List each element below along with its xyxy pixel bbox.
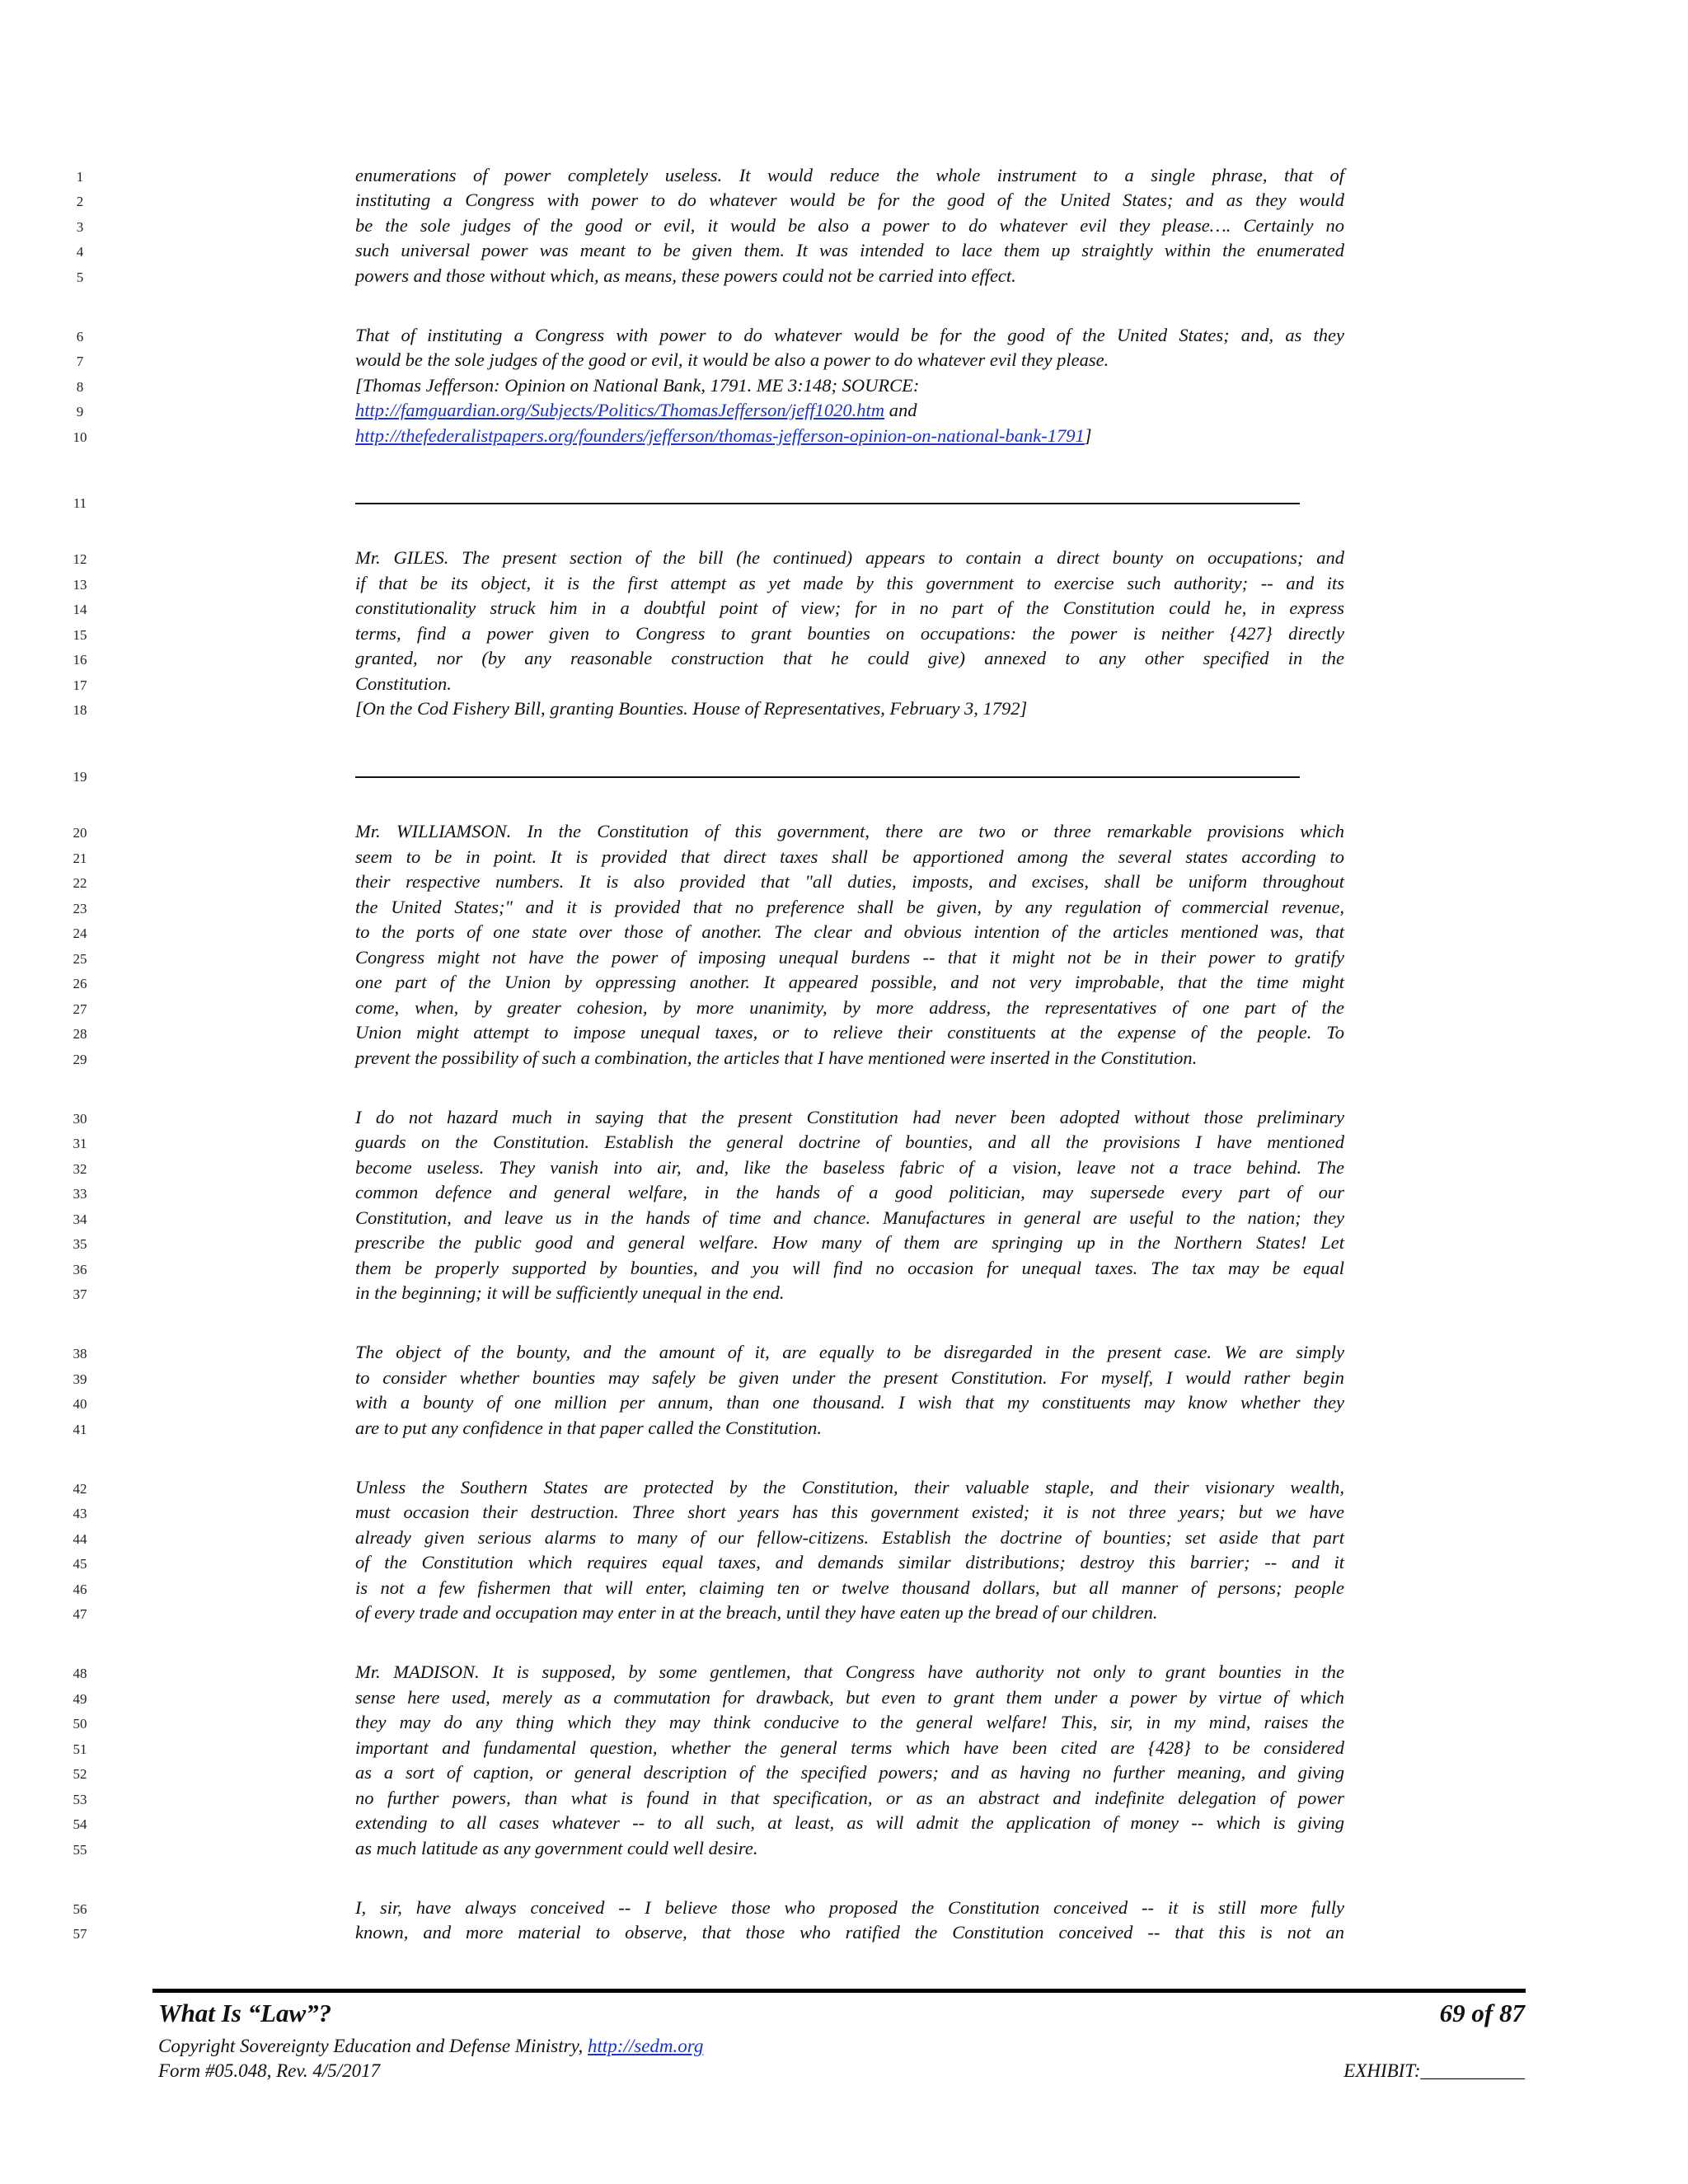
- line-number: 38: [73, 1346, 87, 1361]
- separator-rule: [355, 776, 1300, 778]
- line-number: 57: [73, 1926, 87, 1942]
- line-number: 56: [73, 1901, 87, 1917]
- text-line: guards on the Constitution. Establish the general doctrine of bounties, and all the provisions I have mentioned: [355, 1132, 1344, 1152]
- text-line: important and fundamental question, whether the general terms which have been cited are {428} to be considered: [355, 1737, 1344, 1758]
- text-line: no further powers, than what is found in that specification, or as an abstract and indefinite delegation of power: [355, 1788, 1344, 1808]
- line-number: 37: [73, 1286, 87, 1302]
- text-line: Mr. WILLIAMSON. In the Constitution of this government, there are two or three remarkable provisions which: [355, 821, 1344, 841]
- line-number: 52: [73, 1766, 87, 1782]
- text-line: their respective numbers. It is also provided that "all duties, imposts, and excises, shall be uniform throughout: [355, 871, 1344, 892]
- line-number: 25: [73, 951, 87, 967]
- source-line-suffix: and: [884, 400, 917, 420]
- text-line: granted, nor (by any reasonable construction that he could give) annexed to any other specified in the: [355, 648, 1344, 668]
- line-number: 55: [73, 1842, 87, 1858]
- line-number: 3: [76, 219, 84, 235]
- line-number: 49: [73, 1691, 87, 1707]
- line-number: 1: [76, 169, 84, 185]
- line-number: 54: [73, 1816, 87, 1832]
- line-number: 32: [73, 1161, 87, 1177]
- text-line: the United States;" and it is provided that no preference shall be given, by any regulation of commercial revenue,: [355, 897, 1344, 917]
- text-line: must occasion their destruction. Three short years has this government existed; it is not three years; but we have: [355, 1502, 1344, 1522]
- text-line: sense here used, merely as a commutation for drawback, but even to grant them under a power by virtue of which: [355, 1687, 1344, 1708]
- text-line: I, sir, have always conceived -- I believe those who proposed the Constitution conceived -- it is still more fully: [355, 1897, 1344, 1918]
- footer-title: What Is “Law”?: [158, 1999, 332, 2027]
- line-number: 20: [73, 825, 87, 841]
- text-line: Union might attempt to impose unequal taxes, or to relieve their constituents at the expense of the people. To: [355, 1022, 1344, 1043]
- text-line: they may do any thing which they may think conducive to the general welfare! This, sir, in my mind, raises the: [355, 1712, 1344, 1732]
- text-line: as a sort of caption, or general description of the specified powers; and as having no further meaning, and giving: [355, 1762, 1344, 1783]
- text-line: I do not hazard much in saying that the present Constitution had never been adopted without those preliminary: [355, 1107, 1344, 1127]
- line-number: 12: [73, 551, 87, 567]
- page-number: 69 of 87: [1439, 1999, 1525, 2027]
- text-line: Mr. GILES. The present section of the bill (he continued) appears to contain a direct bounty on occupations; and: [355, 547, 1344, 568]
- line-number: 26: [73, 976, 87, 991]
- text-line: That of instituting a Congress with power to do whatever would be for the good of the United States; and, as they: [355, 325, 1344, 345]
- line-number: 28: [73, 1026, 87, 1042]
- line-number: 35: [73, 1236, 87, 1252]
- line-number: 17: [73, 677, 87, 693]
- line-number: 6: [76, 329, 84, 344]
- line-number: 31: [73, 1136, 87, 1151]
- source-line-suffix: ]: [1084, 425, 1092, 446]
- line-number: 4: [76, 244, 84, 260]
- text-line: one part of the Union by oppressing another. It appeared possible, and not very improbable, that the time might: [355, 972, 1344, 992]
- text-line: terms, find a power given to Congress to grant bounties on occupations: the power is neither {427} directly: [355, 623, 1344, 644]
- line-number: 21: [73, 851, 87, 866]
- line-number: 13: [73, 577, 87, 593]
- line-number: 43: [73, 1506, 87, 1521]
- source-line: [355, 400, 1344, 421]
- line-number: 24: [73, 926, 87, 941]
- line-number: 2: [76, 194, 84, 209]
- text-line: extending to all cases whatever -- to all such, at least, as will admit the application of money -- which is giving: [355, 1812, 1344, 1833]
- source-link[interactable]: http://famguardian.org/Subjects/Politics/ThomasJefferson/jeff1020.htm: [355, 400, 885, 420]
- line-number: 30: [73, 1111, 87, 1127]
- text-line: already given serious alarms to many of our fellow-citizens. Establish the doctrine of bounties; set aside that part: [355, 1527, 1344, 1548]
- line-number: 40: [73, 1396, 87, 1412]
- line-number: 5: [76, 269, 84, 285]
- exhibit-label: EXHIBIT:___________: [1343, 2060, 1525, 2081]
- line-number: 10: [73, 429, 87, 445]
- line-number: 18: [73, 702, 87, 718]
- text-line: known, and more material to observe, that those who ratified the Constitution conceived -- that this is not an: [355, 1922, 1344, 1943]
- line-number: 29: [73, 1052, 87, 1067]
- text-line: with a bounty of one million per annum, than one thousand. I wish that my constituents may know whether they: [355, 1392, 1344, 1413]
- text-line: The object of the bounty, and the amount of it, are equally to be disregarded in the present case. We are simply: [355, 1342, 1344, 1362]
- line-number: 46: [73, 1582, 87, 1597]
- line-number: 41: [73, 1422, 87, 1437]
- line-number: 48: [73, 1666, 87, 1681]
- line-number: 15: [73, 627, 87, 643]
- line-number: 27: [73, 1001, 87, 1017]
- text-line: of the Constitution which requires equal taxes, and demands similar distributions; destroy this barrier; -- and it: [355, 1552, 1344, 1572]
- line-number: 51: [73, 1741, 87, 1757]
- source-link[interactable]: http://thefederalistpapers.org/founders/jefferson/thomas-jefferson-opinion-on-national-bank-1791: [355, 425, 1085, 446]
- text-line: prevent the possibility of such a combination, the articles that I have mentioned were inserted in the Constitution.: [355, 1047, 1198, 1068]
- text-line: [Thomas Jefferson: Opinion on National Bank, 1791. ME 3:148; SOURCE:: [355, 375, 920, 396]
- text-line: in the beginning; it will be sufficiently unequal in the end.: [355, 1282, 785, 1303]
- line-number: 47: [73, 1606, 87, 1622]
- text-line: Constitution.: [355, 673, 452, 694]
- text-line: to the ports of one state over those of another. The clear and obvious intention of the articles mentioned was, that: [355, 921, 1344, 942]
- text-line: Constitution, and leave us in the hands of time and chance. Manufactures in general are useful to the nation; they: [355, 1207, 1344, 1228]
- text-line: become useless. They vanish into air, and, like the baseless fabric of a vision, leave not a trace behind. The: [355, 1157, 1344, 1178]
- line-number: 50: [73, 1716, 87, 1732]
- text-line: prescribe the public good and general welfare. How many of them are springing up in the Northern States! Let: [355, 1232, 1344, 1253]
- text-line: common defence and general welfare, in the hands of a good politician, may supersede every part of our: [355, 1182, 1344, 1202]
- text-line: if that be its object, it is the first attempt as yet made by this government to exercise such authority; -- and its: [355, 573, 1344, 593]
- line-number: 22: [73, 875, 87, 891]
- text-line: of every trade and occupation may enter in at the breach, until they have eaten up the bread of our children.: [355, 1602, 1158, 1623]
- copyright-text: Copyright Sovereignty Education and Defense Ministry,: [158, 2036, 588, 2056]
- text-line: [On the Cod Fishery Bill, granting Bounties. House of Representatives, February 3, 1792]: [355, 698, 1028, 719]
- text-line: Unless the Southern States are protected by the Constitution, their valuable staple, and their visionary wealth,: [355, 1477, 1344, 1497]
- form-number: Form #05.048, Rev. 4/5/2017: [158, 2060, 381, 2081]
- text-line: come, when, by greater cohesion, by more unanimity, by more address, the representatives of one part of the: [355, 997, 1344, 1018]
- text-line: are to put any confidence in that paper called the Constitution.: [355, 1418, 822, 1438]
- line-number: 19: [73, 769, 87, 785]
- text-line: powers and those without which, as means, these powers could not be carried into effect.: [355, 265, 1016, 286]
- line-number: 42: [73, 1481, 87, 1497]
- line-number: 7: [76, 354, 84, 369]
- text-line: is not a few fishermen that will enter, claiming ten or twelve thousand dollars, but all manner of persons; people: [355, 1577, 1344, 1598]
- separator-rule: [355, 503, 1300, 504]
- line-number: 23: [73, 901, 87, 916]
- line-number: 36: [73, 1262, 87, 1277]
- source-line: [355, 425, 1344, 447]
- text-line: be the sole judges of the good or evil, it would be also a power to do whatever evil they please…. Certainly no: [355, 215, 1344, 236]
- line-number: 44: [73, 1531, 87, 1547]
- text-line: instituting a Congress with power to do whatever would be for the good of the United States; and as they would: [355, 190, 1344, 210]
- text-line: enumerations of power completely useless. It would reduce the whole instrument to a single phrase, that of: [355, 165, 1344, 185]
- line-number: 53: [73, 1792, 87, 1807]
- text-line: to consider whether bounties may safely be given under the present Constitution. For myself, I would rather begin: [355, 1367, 1344, 1388]
- line-number: 14: [73, 602, 87, 617]
- sedm-link[interactable]: http://sedm.org: [588, 2036, 704, 2056]
- line-number: 33: [73, 1186, 87, 1202]
- text-line: constitutionality struck him in a doubtful point of view; for in no part of the Constitution could he, in express: [355, 598, 1344, 618]
- footer-rule: [152, 1989, 1526, 1993]
- text-line: seem to be in point. It is provided that direct taxes shall be apportioned among the several states according to: [355, 846, 1344, 867]
- line-number: 9: [76, 404, 84, 419]
- text-line: as much latitude as any government could well desire.: [355, 1838, 758, 1858]
- line-number: 39: [73, 1371, 87, 1387]
- line-number: 8: [76, 379, 84, 395]
- text-line: such universal power was meant to be given them. It was intended to lace them up straightly within the enumerated: [355, 240, 1344, 260]
- line-number: 16: [73, 652, 87, 668]
- text-line: Mr. MADISON. It is supposed, by some gentlemen, that Congress have authority not only to grant bounties in the: [355, 1661, 1344, 1682]
- footer-copyright: [158, 2036, 703, 2057]
- line-number: 11: [73, 495, 87, 511]
- line-number: 34: [73, 1212, 87, 1227]
- line-number: 45: [73, 1556, 87, 1572]
- text-line: would be the sole judges of the good or evil, it would be also a power to do whatever evil they please.: [355, 349, 1109, 370]
- text-line: them be properly supported by bounties, and you will find no occasion for unequal taxes. The tax may be equal: [355, 1258, 1344, 1278]
- text-line: Congress might not have the power of imposing unequal burdens -- that it might not be in their power to gratify: [355, 947, 1344, 968]
